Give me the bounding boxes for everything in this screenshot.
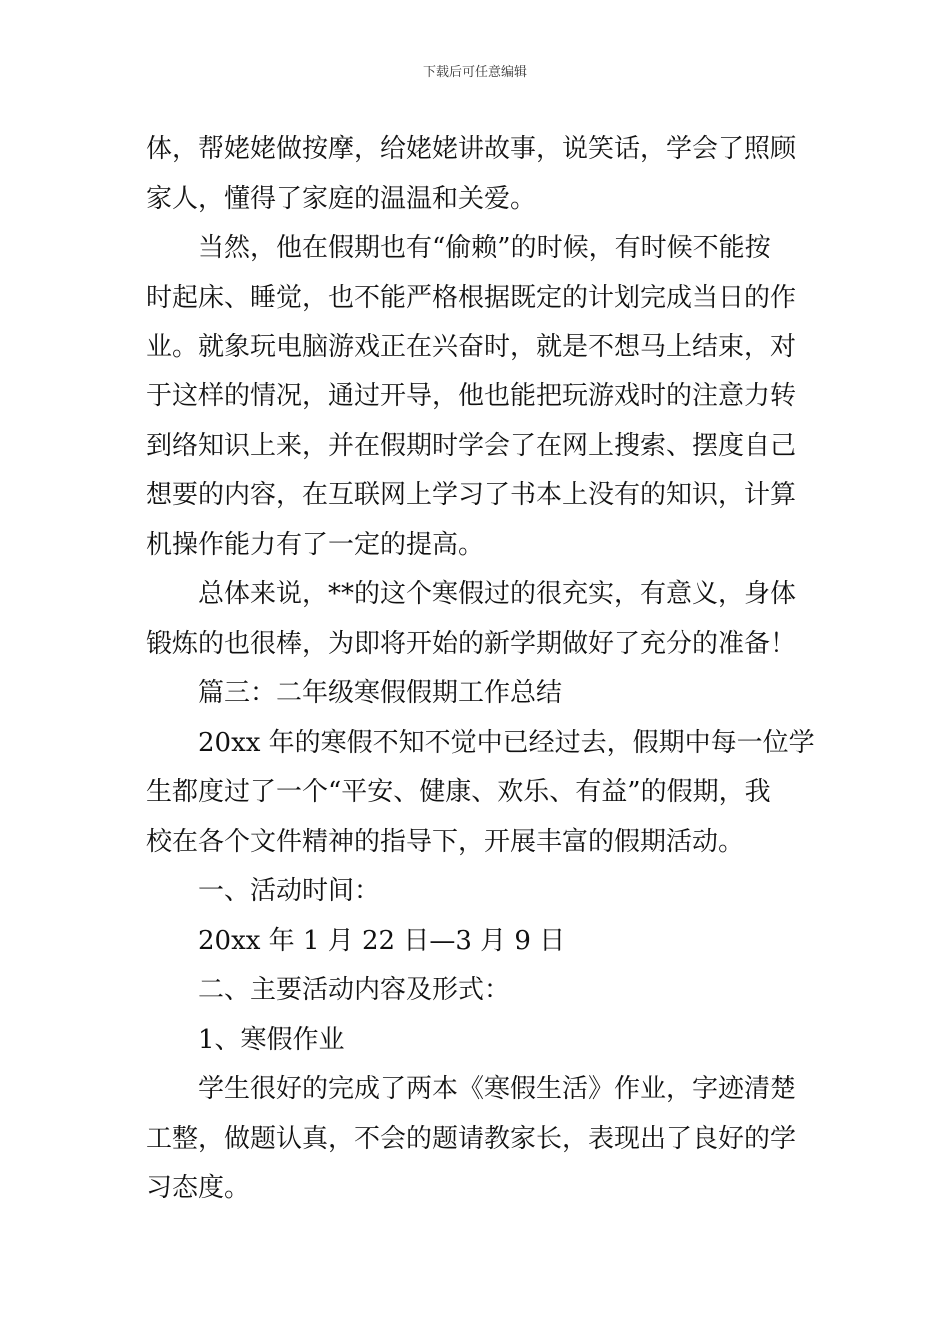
subheading-activity-time: 一、活动时间：: [198, 876, 381, 906]
text-line: 机操作能力有了一定的提高。: [146, 530, 485, 560]
text-line: 体，帮姥姥做按摩，给姥姥讲故事，说笑话，学会了照顾: [146, 134, 797, 164]
subheading-activity-content: 二、主要活动内容及形式：: [198, 975, 511, 1005]
text-line: 工整，做题认真，不会的题请教家长，表现出了良好的学: [146, 1124, 797, 1154]
section-heading: 篇三：二年级寒假假期工作总结: [198, 678, 563, 708]
subheading-homework: 1、寒假作业: [198, 1025, 345, 1055]
text-line: 到络知识上来，并在假期时学会了在网上搜索、摆度自己: [146, 431, 797, 461]
text-line: 生都度过了一个“平安、健康、欢乐、有益”的假期，我: [146, 777, 771, 807]
text-line: 于这样的情况，通过开导，他也能把玩游戏时的注意力转: [146, 381, 797, 411]
text-line: 校在各个文件精神的指导下，开展丰富的假期活动。: [146, 827, 745, 857]
text-line: 习态度。: [146, 1173, 251, 1203]
paragraph-start: 学生很好的完成了两本《寒假生活》作业，字迹清楚: [198, 1074, 797, 1104]
paragraph-start: 当然，他在假期也有“偷赖”的时候，有时候不能按: [198, 233, 771, 263]
text-line: 业。就象玩电脑游戏正在兴奋时，就是不想马上结束，对: [146, 332, 797, 362]
paragraph-start: 总体来说，**的这个寒假过的很充实，有意义，身体: [198, 579, 797, 609]
paragraph-start: 20xx 年的寒假不知不觉中已经过去，假期中每一位学: [198, 728, 815, 758]
text-line: 时起床、睡觉，也不能严格根据既定的计划完成当日的作: [146, 283, 797, 313]
date-range: 20xx 年 1 月 22 日—3 月 9 日: [198, 926, 566, 956]
text-line: 锻炼的也很棒，为即将开始的新学期做好了充分的准备！: [146, 629, 797, 659]
text-line: 想要的内容，在互联网上学习了书本上没有的知识，计算: [146, 480, 797, 510]
page-header: 下载后可任意编辑: [422, 65, 527, 80]
text-line: 家人，懂得了家庭的温温和关爱。: [146, 184, 537, 214]
